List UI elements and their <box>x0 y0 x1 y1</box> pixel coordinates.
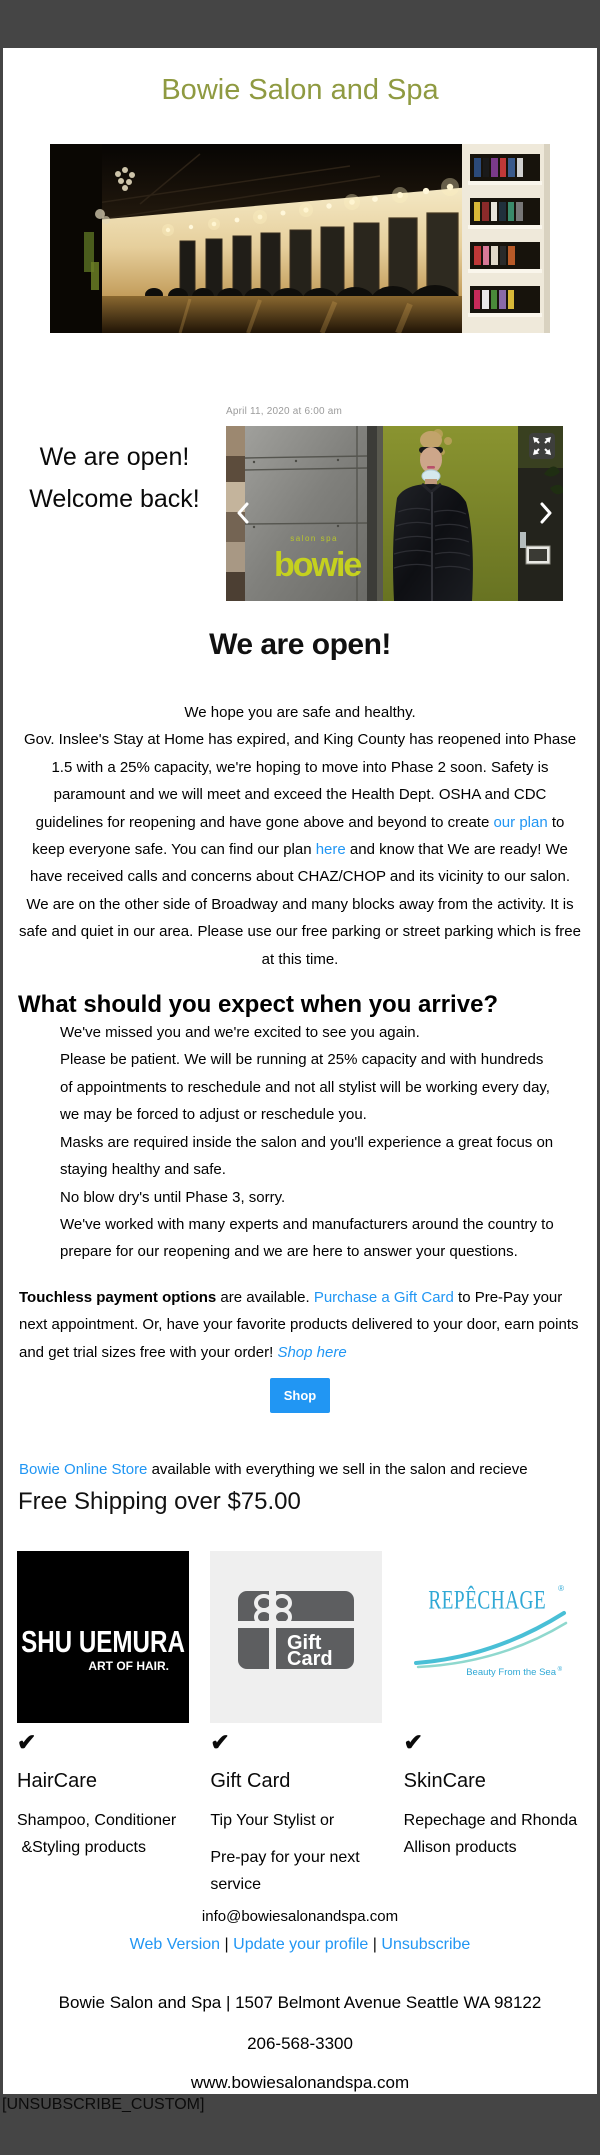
welcome-caption-line1: We are open! <box>39 443 190 471</box>
gift-text: Gift <box>287 1631 322 1654</box>
product-title: SkinCare <box>403 1769 486 1792</box>
storefront-photo <box>226 426 563 601</box>
product-description <box>404 1807 597 1861</box>
check-icon: ✔ <box>403 1728 423 1755</box>
product-shelf <box>462 144 550 333</box>
post-date: April 11, 2020 at 6:00 am <box>226 406 342 417</box>
desc-line: &Styling products <box>17 1838 146 1856</box>
shop-button-row <box>3 1378 597 1413</box>
footer-address-block <box>3 1993 597 2093</box>
salon-phone: 206-568-3300 <box>247 2033 353 2053</box>
announcement-part3: and know that We are ready! We have received calls and concerns about CHAZ/CHOP and its vicinity to our salon. We are on the other side of Broadway and many blocks away from the activity. It is safe and quiet in our area. Please use our free parking or street parking which is free at this time. <box>19 841 581 968</box>
repechage-text: REPÊCHAGE <box>427 1584 546 1615</box>
art-of-hair-text: ART OF HAIR. <box>88 1658 169 1673</box>
registered-mark: ® <box>557 1583 564 1593</box>
intro-line: We hope you are safe and healthy. <box>184 704 416 721</box>
list-item: No blow dry's until Phase 3, sorry. <box>60 1188 286 1206</box>
photo-carousel <box>226 406 563 601</box>
shu-uemura-logo <box>17 1551 189 1723</box>
mosaic-strip <box>226 426 245 601</box>
shu-uemura-text: SHU UEMURA <box>21 1624 185 1659</box>
registered-mark-small: ® <box>557 1666 562 1673</box>
product-haircare <box>17 1551 210 1898</box>
expectations-heading: What should you expect when you arrive? <box>18 991 499 1019</box>
product-title: Gift Card <box>210 1769 291 1792</box>
our-plan-link[interactable]: our plan <box>493 813 548 831</box>
update-profile-link[interactable]: Update your profile <box>233 1935 369 1953</box>
product-giftcard <box>210 1551 403 1898</box>
repechage-logo <box>404 1551 576 1723</box>
welcome-caption <box>3 406 226 601</box>
desc-line: Pre-pay for your next service <box>210 1848 365 1893</box>
check-icon: ✔ <box>210 1728 230 1755</box>
product-grid <box>3 1551 597 1898</box>
page-title: Bowie Salon and Spa <box>161 74 439 106</box>
welcome-caption-line2: Welcome back! <box>29 485 200 513</box>
bowie-logo: bowie <box>274 546 361 584</box>
free-shipping-text: Free Shipping over $75.00 <box>18 1487 301 1515</box>
product-description <box>17 1807 210 1861</box>
footer-contact <box>3 1908 597 1954</box>
expectations-list <box>3 1019 597 1266</box>
beauty-from-sea-text: Beauty From the Sea <box>465 1666 556 1678</box>
link-separator: | <box>224 1935 229 1953</box>
product-skincare <box>404 1551 597 1898</box>
welcome-section <box>3 406 597 601</box>
product-title: HairCare <box>17 1769 98 1792</box>
desc-line: Allison products <box>403 1838 517 1856</box>
desc-line: Repechage and Rhonda <box>403 1811 578 1829</box>
online-store-text: available with everything we sell in the salon and recieve <box>147 1460 528 1478</box>
unsubscribe-link[interactable]: Unsubscribe <box>381 1935 471 1953</box>
desc-line: Tip Your Stylist or <box>210 1811 335 1829</box>
touchless-bold: Touchless payment options <box>19 1288 217 1306</box>
list-item: Masks are required inside the salon and you'll experience a great focus on staying healthy and safe. <box>60 1133 554 1179</box>
here-link[interactable]: here <box>315 841 346 859</box>
list-item: We've worked with many experts and manufacturers around the country to prepare for our reopening and we are here to answer your questions. <box>60 1215 554 1261</box>
expand-icon[interactable] <box>529 433 555 459</box>
announcement-paragraph <box>19 726 581 973</box>
unsubscribe-merge-tag: [UNSUBSCRIBE_CUSTOM] <box>2 2096 205 2113</box>
web-version-link[interactable]: Web Version <box>129 1935 221 1953</box>
card-text: Card <box>287 1647 333 1670</box>
online-store-line <box>3 1461 597 1478</box>
product-description <box>210 1807 403 1898</box>
online-store-link[interactable]: Bowie Online Store <box>19 1460 148 1478</box>
contact-email: info@bowiesalonandspa.com <box>201 1907 399 1925</box>
announcement-text <box>3 699 597 973</box>
shop-button[interactable]: Shop <box>270 1378 331 1413</box>
footer-links <box>3 1936 597 1954</box>
salon-website: www.bowiesalonandspa.com <box>190 2072 410 2092</box>
list-item: Please be patient. We will be running at 25% capacity and with hundreds of appointments to reschedule and not all stylist will be working every day, we may be forced to adjust or reschedule you. <box>60 1051 550 1124</box>
salon-address: Bowie Salon and Spa | 1507 Belmont Avenue Seattle WA 98122 <box>58 1992 542 2012</box>
open-heading: We are open! <box>209 628 391 661</box>
purchase-gift-card-link[interactable]: Purchase a Gift Card <box>313 1288 454 1306</box>
gift-card-image <box>210 1551 382 1723</box>
payment-paragraph <box>3 1284 597 1366</box>
email-body <box>3 48 597 2094</box>
link-separator: | <box>372 1935 377 1953</box>
check-icon: ✔ <box>17 1728 37 1755</box>
list-item: We've missed you and we're excited to see you again. <box>60 1024 420 1042</box>
salon-interior-photo <box>50 144 550 333</box>
desc-line: Shampoo, Conditioner <box>17 1811 177 1829</box>
payment-text1: are available. <box>216 1288 314 1306</box>
payment-text2: to Pre-Pay your next appointment. Or, have your favorite products delivered to your door, earn points and get trial sizes free with your order! <box>19 1288 579 1361</box>
announcement-part2: to keep everyone safe. You can find our plan <box>32 813 565 859</box>
shop-here-link[interactable]: Shop here <box>277 1343 347 1361</box>
bowie-logo-sub: salon spa <box>290 534 338 543</box>
announcement-part1: Gov. Inslee's Stay at Home has expired, and King County has reopened into Phase 1.5 with a 25% capacity, we're hoping to move into Phase 2 soon. Safety is paramount and we will meet and exceed the Health Dept. OSHA and CDC guidelines for reopening and have gone above and beyond to create <box>23 731 577 831</box>
